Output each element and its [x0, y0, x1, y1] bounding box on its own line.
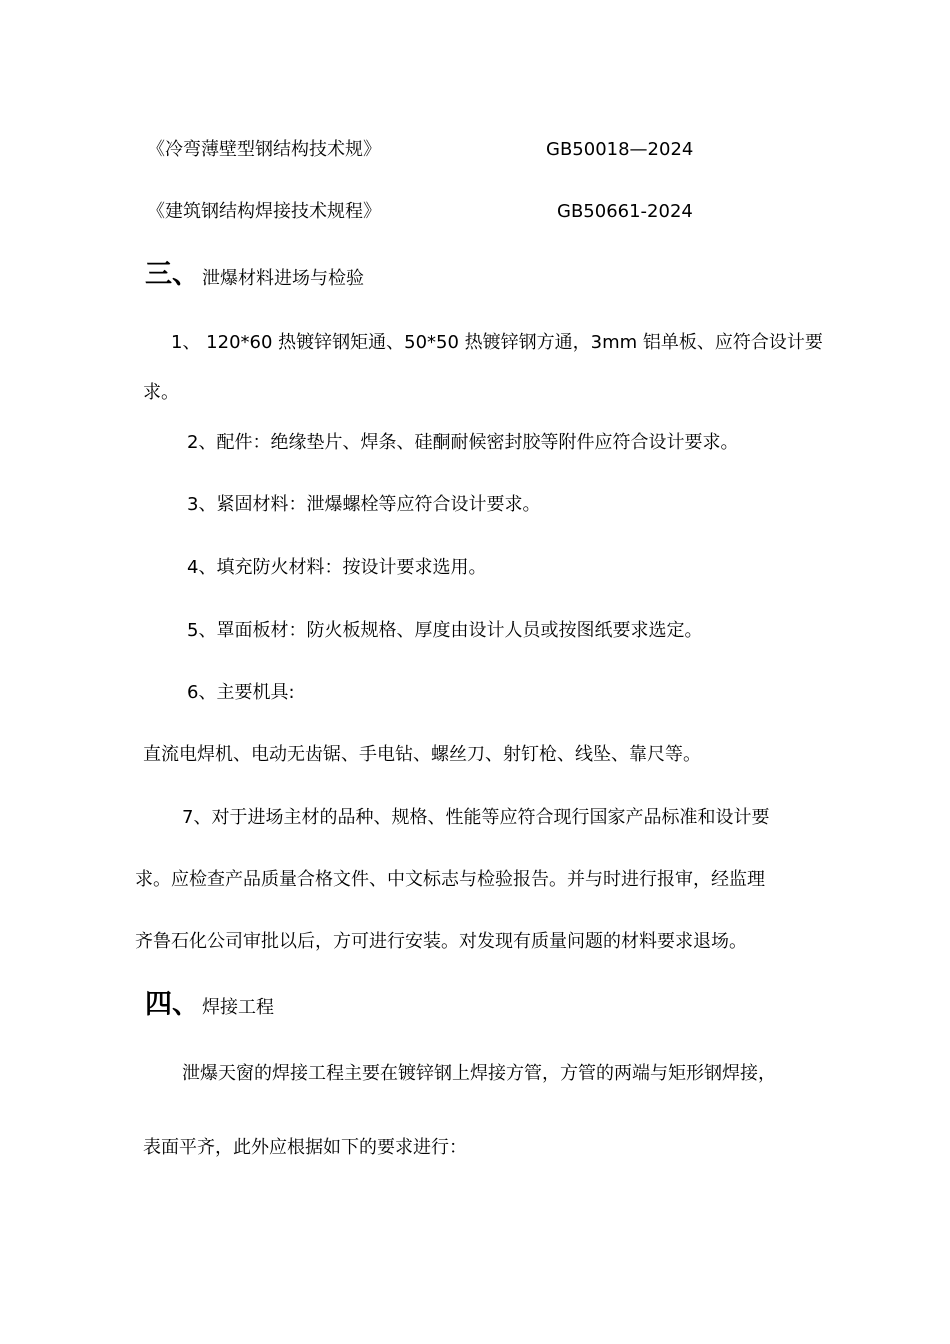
- item-1-line-2: 求。: [143, 382, 179, 403]
- section-4-para-line-1: 泄爆天窗的焊接工程主要在镀锌钢上焊接方管，方管的两端与矩形钢焊接，: [182, 1063, 776, 1084]
- standard-name-1: 《冷弯薄壁型钢结构技术规》: [147, 139, 381, 160]
- tools-list: 直流电焊机、电动无齿锯、手电钻、螺丝刀、射钉枪、线坠、靠尺等。: [143, 744, 701, 765]
- item-6: 6、主要机具:: [187, 682, 295, 703]
- item-3: 3、紧固材料：泄爆螺栓等应符合设计要求。: [187, 494, 541, 515]
- section-4-title: 焊接工程: [202, 997, 274, 1018]
- standard-code-2: GB50661-2024: [557, 201, 693, 222]
- item-7-line-3: 齐鲁石化公司审批以后，方可进行安装。对发现有质量问题的材料要求退场。: [135, 931, 747, 952]
- item-5: 5、罩面板材：防火板规格、厚度由设计人员或按图纸要求选定。: [187, 620, 703, 641]
- item-4: 4、填充防火材料：按设计要求选用。: [187, 557, 487, 578]
- standard-code-1: GB50018—2024: [546, 139, 694, 160]
- item-7-line-2: 求。应检查产品质量合格文件、中文标志与检验报告。并与时进行报审，经监理: [135, 869, 765, 890]
- item-1-line-1: 1、 120*60 热镀锌钢矩通、50*50 热镀锌钢方通，3mm 铝单板、应符合设计要: [171, 332, 823, 353]
- standard-name-2: 《建筑钢结构焊接技术规程》: [147, 201, 381, 222]
- item-7-line-1: 7、对于进场主材的品种、规格、性能等应符合现行国家产品标准和设计要: [182, 807, 770, 828]
- item-2: 2、配件：绝缘垫片、焊条、硅酮耐候密封胶等附件应符合设计要求。: [187, 432, 739, 453]
- section-3-number: 三、: [145, 259, 199, 290]
- section-4-para-line-2: 表面平齐，此外应根据如下的要求进行：: [143, 1137, 467, 1158]
- section-3-title: 泄爆材料进场与检验: [202, 268, 364, 289]
- section-4-number: 四、: [145, 989, 199, 1020]
